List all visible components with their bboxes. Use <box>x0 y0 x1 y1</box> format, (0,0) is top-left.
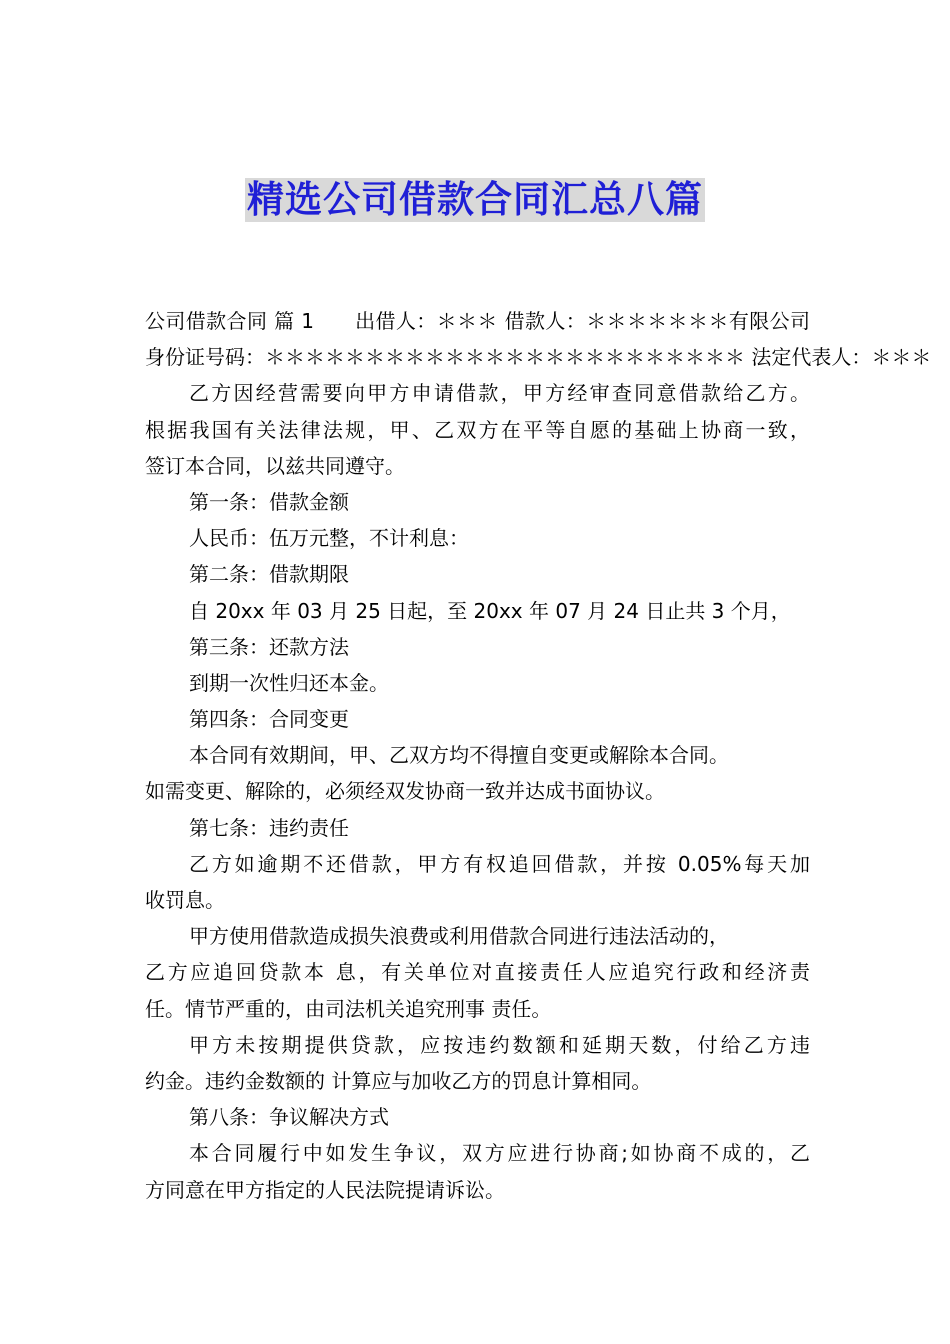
body-line: 本合同履行中如发生争议，双方应进行协商;如协商不成的，乙 <box>189 1141 810 1166</box>
body-line: 甲方未按期提供贷款，应按违约数额和延期天数，付给乙方违 <box>189 1032 810 1057</box>
body-line: 根据我国有关法律法规，甲、乙双方在平等自愿的基础上协商一致， <box>145 417 810 442</box>
body-line: 第四条：合同变更 <box>189 707 349 732</box>
body-line: 第三条：还款方法 <box>189 634 349 659</box>
body-line: 第一条：借款金额 <box>189 489 349 514</box>
body-line: 身份证号码：＊＊＊＊＊＊＊＊＊＊＊＊＊＊＊＊＊＊＊＊＊＊＊＊ 法定代表人：＊＊＊ <box>145 345 932 370</box>
body-line: 乙方应追回贷款本 息，有关单位对直接责任人应追究行政和经济责 <box>145 960 810 985</box>
body-line: 乙方如逾期不还借款，甲方有权追回借款，并按 0.05%每天加 <box>189 851 810 876</box>
body-line: 签订本合同，以兹共同遵守。 <box>145 453 405 478</box>
title-container <box>0 178 950 222</box>
body-line: 公司借款合同 篇 1 出借人：＊＊＊ 借款人：＊＊＊＊＊＊＊有限公司 <box>145 309 810 333</box>
body-line: 如需变更、解除的，必须经双发协商一致并达成书面协议。 <box>145 779 665 804</box>
body-line: 人民币：伍万元整，不计利息： <box>189 526 469 551</box>
body-line: 任。情节严重的，由司法机关追究刑事 责任。 <box>145 996 552 1021</box>
body-line: 自 20xx 年 03 月 25 日起，至 20xx 年 07 月 24 日止共 3 个月， <box>189 598 791 623</box>
body-line: 本合同有效期间，甲、乙双方均不得擅自变更或解除本合同。 <box>189 743 729 768</box>
body-line: 第二条：借款期限 <box>189 562 349 587</box>
body-line: 第八条：争议解决方式 <box>189 1105 389 1130</box>
body-line: 到期一次性归还本金。 <box>189 670 389 695</box>
body-line: 约金。违约金数额的 计算应与加收乙方的罚息计算相同。 <box>145 1068 652 1093</box>
body-line: 甲方使用借款造成损失浪费或利用借款合同进行违法活动的， <box>189 924 729 949</box>
document-title: 精选公司借款合同汇总八篇 <box>247 178 703 221</box>
body-line: 方同意在甲方指定的人民法院提请诉讼。 <box>145 1177 505 1202</box>
body-line: 收罚息。 <box>145 888 225 912</box>
body-line: 第七条：违约责任 <box>189 815 349 840</box>
body-line: 乙方因经营需要向甲方申请借款，甲方经审查同意借款给乙方。 <box>189 381 810 406</box>
document-body <box>145 303 932 1208</box>
